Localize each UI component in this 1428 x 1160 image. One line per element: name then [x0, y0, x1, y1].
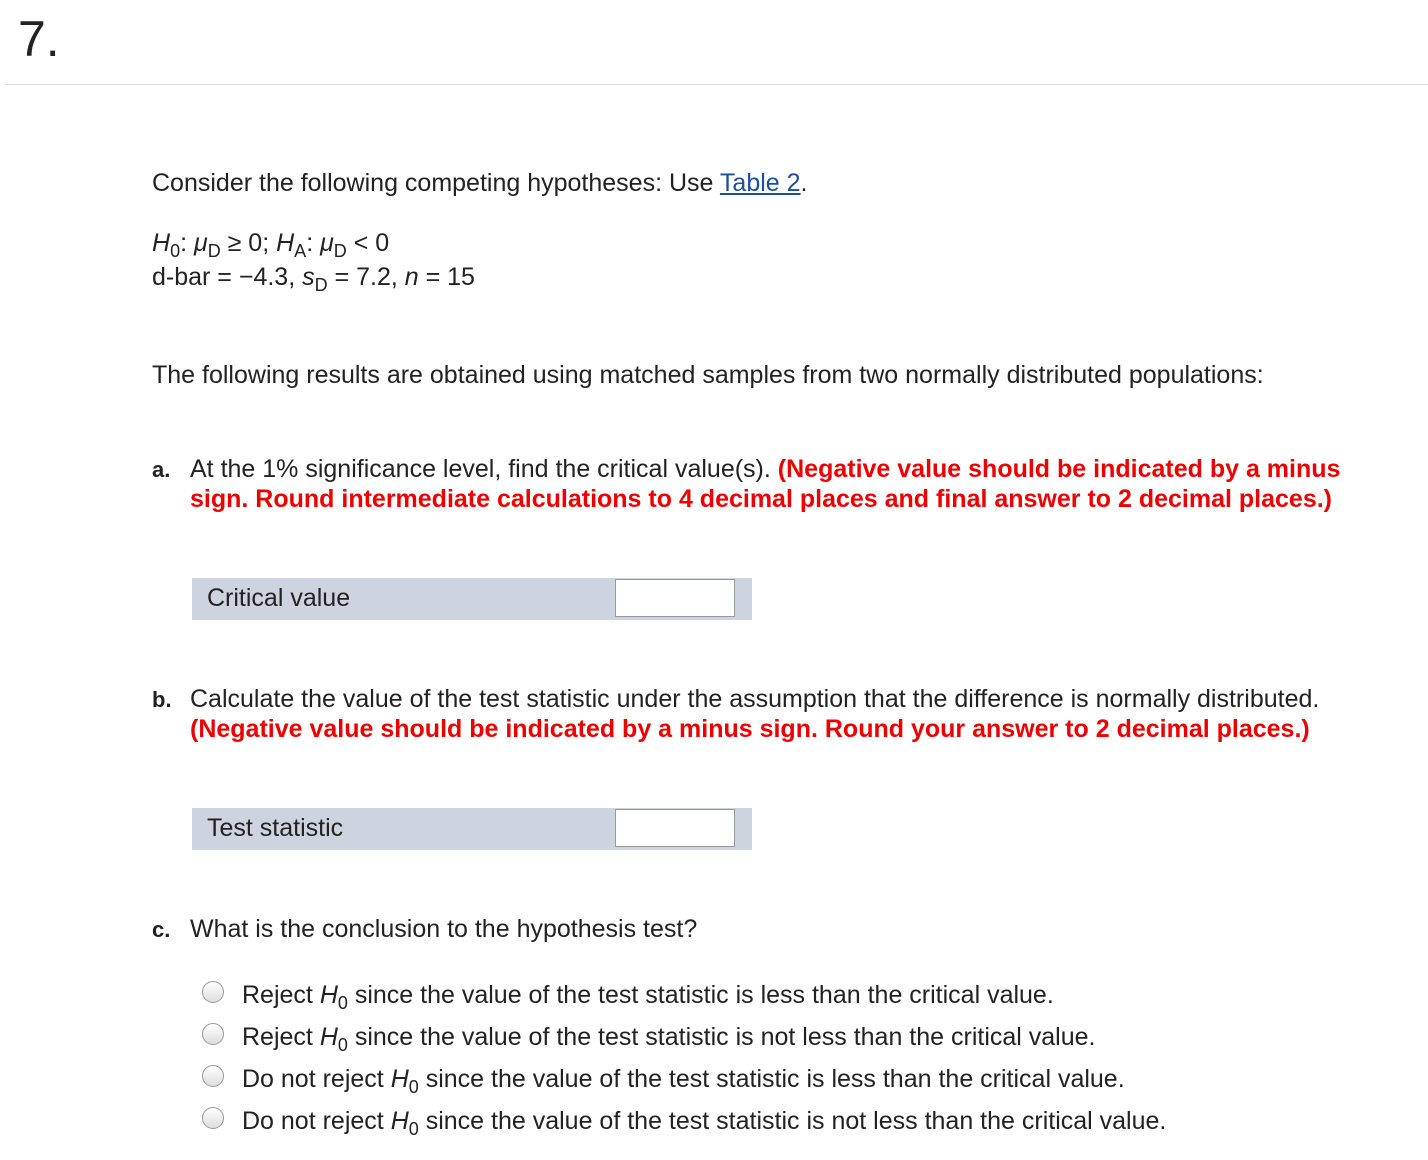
question-number: 7. [18, 11, 60, 67]
test-statistic-label: Test statistic [207, 814, 344, 842]
part-a-label: a. [152, 457, 171, 482]
table-2-link[interactable]: Table 2 [719, 169, 801, 197]
radio-button[interactable] [202, 1023, 224, 1045]
mu-d: $\mu_D$ [320, 229, 347, 261]
radio-button[interactable] [202, 981, 224, 1003]
critical-value-label: Critical value [207, 584, 351, 612]
critical-value-input[interactable] [615, 579, 735, 617]
part-b-question: Calculate the value of the test statistic under the assumption that the difference is normally distributed. [190, 685, 1320, 713]
intro [152, 168, 808, 198]
option-label[interactable]: Reject $H_0$ since the value of the test statistic is not less than the critical value. [242, 1023, 1096, 1055]
divider [5, 84, 1428, 85]
option-label[interactable]: Do not reject $H_0$ since the value of the test statistic is less than the critical value. [242, 1065, 1125, 1097]
hypotheses: $H_0$: $\mu_D \ge 0$; $H_A$: $\mu_D < 0$ [152, 229, 390, 261]
critical-value-row [192, 578, 752, 620]
test-statistic-input[interactable] [615, 809, 735, 847]
part-a-question: At the 1% significance level, find the critical value(s). (Negative value should be indicated by a minus [190, 455, 1341, 483]
part-b-label: b. [152, 687, 172, 712]
context-text: The following results are obtained using matched samples from two normally distributed populations: [152, 361, 1264, 389]
part-a-instructions: sign. Round intermediate calculations to 4 decimal places and final answer to 2 decimal places.) [190, 485, 1333, 513]
radio-button[interactable] [202, 1107, 224, 1129]
option-label[interactable]: Do not reject $H_0$ since the value of the test statistic is not less than the critical value. [242, 1107, 1167, 1139]
part-b-instructions: (Negative value should be indicated by a minus sign. Round your answer to 2 decimal places.) [190, 715, 1310, 743]
radio-button[interactable] [202, 1065, 224, 1087]
sample-stats: d-bar = −4.3, $s_D = 7.2$, n = 15 [152, 263, 475, 295]
test-statistic-row [192, 808, 752, 850]
mu-d: $\mu_D$ [193, 229, 221, 261]
intro-text: Consider the following competing hypotheses: Use [152, 169, 720, 197]
part-c-label: c. [152, 917, 171, 942]
ha-symbol: $H_A$ [276, 229, 307, 261]
intro-end: . [800, 169, 808, 197]
part-c-question: What is the conclusion to the hypothesis test? [190, 915, 698, 943]
h0-symbol: $H_0$ [152, 229, 181, 261]
option-label[interactable]: Reject $H_0$ since the value of the test statistic is less than the critical value. [242, 981, 1054, 1013]
